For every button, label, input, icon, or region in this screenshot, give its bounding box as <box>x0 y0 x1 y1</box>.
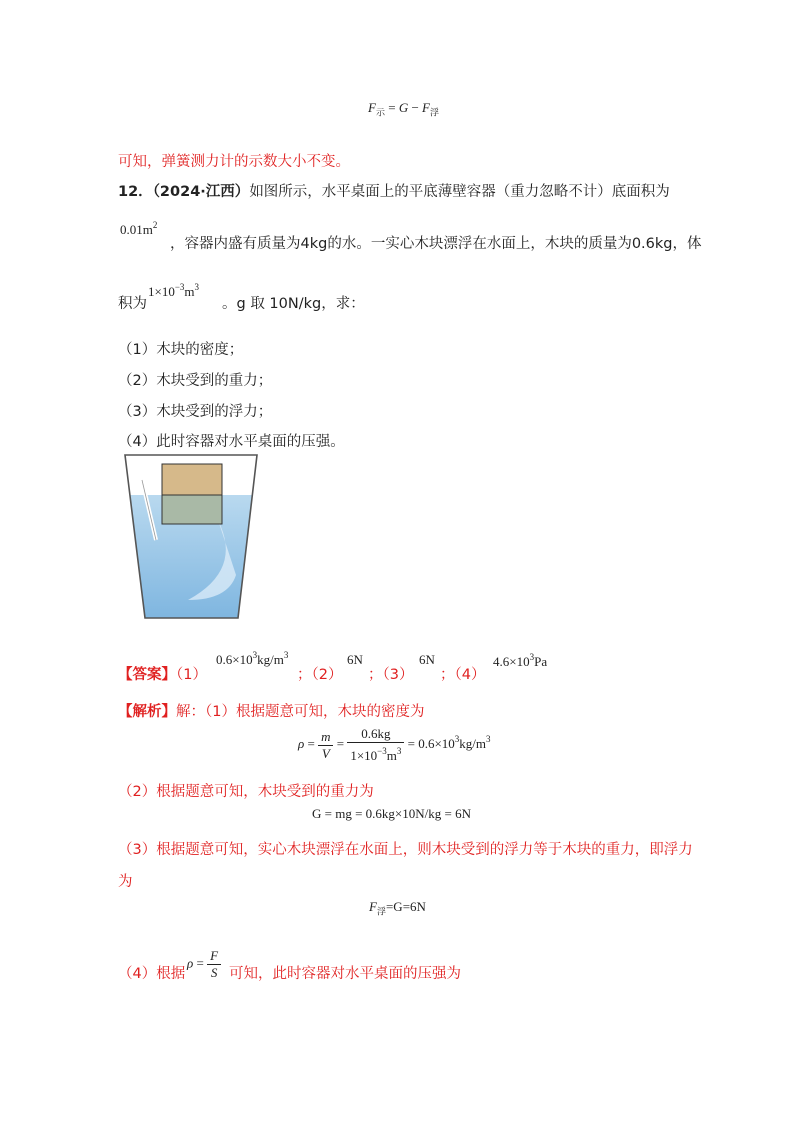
question-line-3-suffix: 。g 取 10N/kg，求： <box>222 296 365 312</box>
question-line-1: 12．（2024·江西）如图所示，水平桌面上的平底薄壁容器（重力忽略不计）底面积为 <box>118 184 670 200</box>
wood-block-above <box>162 464 222 495</box>
analysis-intro: 【解析】解：（1）根据题意可知，木块的密度为 <box>118 704 425 720</box>
answer-sep-2: ；（2） <box>297 667 343 683</box>
analysis-step-3b: 为 <box>118 874 133 890</box>
rho-formula: ρ = $\frac{m}{V}$ = $\frac{0.6kg}{1\times 10^{-3}m^3}$ = $0.6\times 10^3kg/m^3$ <box>298 726 491 763</box>
answer-sep-3: ；（3） <box>368 667 414 683</box>
pressure-formula: ρ = $\frac{F}{S}$ <box>187 948 221 981</box>
question-item-1: （1）木块的密度； <box>118 342 244 358</box>
question-item-2: （2）木块受到的重力； <box>118 373 273 389</box>
conclusion-line: 可知，弹簧测力计的示数大小不变。 <box>118 154 350 170</box>
answer-3: 6N <box>419 652 435 667</box>
buoyancy-formula: $F_浮=G=6N$ <box>369 899 426 917</box>
question-item-3: （3）木块受到的浮力； <box>118 404 273 420</box>
answer-2: 6N <box>347 652 363 667</box>
analysis-step-4-suffix: 可知，此时容器对水平桌面的压强为 <box>229 966 461 982</box>
wood-block-below <box>162 495 222 524</box>
analysis-step-3a: （3）根据题意可知，实心木块漂浮在水面上，则木块受到的浮力等于木块的重力，即浮力 <box>118 842 693 858</box>
answer-4: $4.6\times 10^3Pa$ <box>493 652 548 669</box>
answer-sep-4: ；（4） <box>440 667 486 683</box>
question-line-2: ，容器内盛有质量为4kg的水。一实心木块漂浮在水面上，木块的质量为0.6kg，体 <box>170 236 702 252</box>
question-line-3-prefix: 积为 <box>118 296 147 312</box>
gravity-formula: G = mg = 0.6kg×10N/kg = 6N <box>312 806 471 821</box>
top-formula: $F_示 = G - F_浮$ <box>368 100 440 118</box>
analysis-step-4-prefix: （4）根据 <box>118 966 186 982</box>
answer-1: $0.6\times 10^3kg/m^3$ <box>216 650 289 667</box>
analysis-step-2: （2）根据题意可知，木块受到的重力为 <box>118 784 374 800</box>
container-figure <box>118 450 263 625</box>
volume-value: $1\times 10^{-3}m^3$ <box>148 282 200 299</box>
question-item-4: （4）此时容器对水平桌面的压强。 <box>118 434 345 450</box>
answer-label: 【答案】（1） <box>118 667 207 683</box>
area-value: $0.01m^2$ <box>120 220 158 237</box>
